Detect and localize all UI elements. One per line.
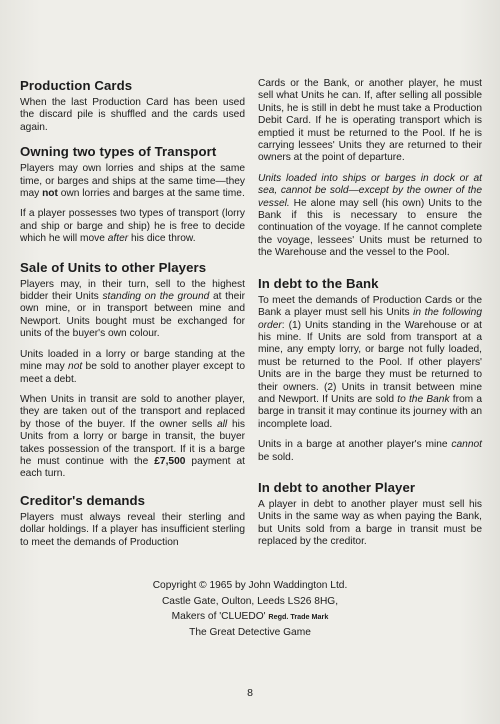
right-column bbox=[258, 78, 482, 557]
address-line: Castle Gate, Oulton, Leeds LS26 8HG, bbox=[161, 595, 339, 607]
left-column bbox=[20, 78, 245, 557]
bank-para-2: Units in a barge at another player's mine cannot be sold. bbox=[258, 439, 482, 463]
heading-creditors-demands: Creditor's demands bbox=[20, 492, 146, 508]
heading-debt-to-player: In debt to another Player bbox=[258, 479, 416, 495]
continued-para-2: Units loaded into ships or barges in dock or at sea, cannot be sold—except by the owner of the vessel. He alone may sell (his own) Units to the Bank if this is necessary to ensure the continuation of the voyage. If he cannot complete the voyage, lessees' Units must be returned to the Warehouse and the vessel to the Pool. bbox=[258, 172, 482, 259]
sale-para-1: Players may, in their turn, sell to the highest bidder their Units standing on the ground at their own mine, or in transport between mine and Newport. Units bought must be exchanged for units of the buyer's own colour. bbox=[20, 278, 245, 340]
sale-para-3: When Units in transit are sold to another player, they are taken out of the transport and replaced by those of the buyer. If the owner sells all his Units from a lorry or barge in transit, the buyer takes possession of the transport. If it is a barge he must continue with the £7,500 payment at each turn. bbox=[20, 393, 246, 480]
heading-debt-to-bank: In debt to the Bank bbox=[258, 275, 379, 291]
heading-sale-of-units: Sale of Units to other Players bbox=[20, 259, 207, 275]
continued-para-1: Cards or the Bank, or another player, he must sell what Units he can. If, after selling all possible Units, he is still in debt he must take a Production Debit Card. If he is operating transport which is emptied it must be returned to the Pool. If he is carrying lessees' Units they are returned to their owners at the point of departure. bbox=[258, 78, 482, 164]
player-debt-text: A player in debt to another player must sell his Units in the same way as when paying the Bank, but Units sold from a barge in transit must be replaced by the creditor. bbox=[258, 498, 482, 548]
production-cards-text: When the last Production Card has been used the discard pile is shuffled and the cards used again. bbox=[20, 97, 245, 133]
sale-para-2: Units loaded in a lorry or barge standing at the mine may not be sold to another player except to meet a debt. bbox=[20, 348, 245, 385]
bank-para-1: To meet the demands of Production Cards or the Bank a player must sell his Units in the following order: (1) Units standing in the Warehouse or at his mine. If Units are sold from transport at a mine, any empty lorry, or barge not fully loaded, must be returned to the Pool. If other players' Units are in the barge they must be returned to their owners. (2) Units in transit between mine and Newport. If Units are sold to the Bank from a barge in transit it may continue its journey with an incomplete load. bbox=[258, 294, 483, 430]
copyright-footer bbox=[0, 578, 500, 640]
creditors-text: Players must always reveal their sterling and dollar holdings. If a player has insufficient sterling to meet the demands of Production bbox=[20, 511, 245, 548]
two-types-para-1: Players may own lorries and ships at the same time, or barges and ships at the same time—they may not own lorries and barges at the same time. bbox=[20, 163, 245, 200]
makers-line: Makers of 'CLUEDO' Regd. Trade Mark bbox=[171, 611, 329, 622]
two-types-para-2: If a player possesses two types of transport (lorry and ship or barge and ship) he is free to decide which he will move after his dice throw. bbox=[20, 208, 245, 245]
copyright-line: Copyright © 1965 by John Waddington Ltd. bbox=[152, 580, 348, 591]
page-number: 8 bbox=[247, 687, 253, 699]
heading-production-cards: Production Cards bbox=[20, 78, 133, 93]
tagline: The Great Detective Game bbox=[189, 626, 311, 638]
heading-two-types-transport: Owning two types of Transport bbox=[20, 144, 217, 160]
